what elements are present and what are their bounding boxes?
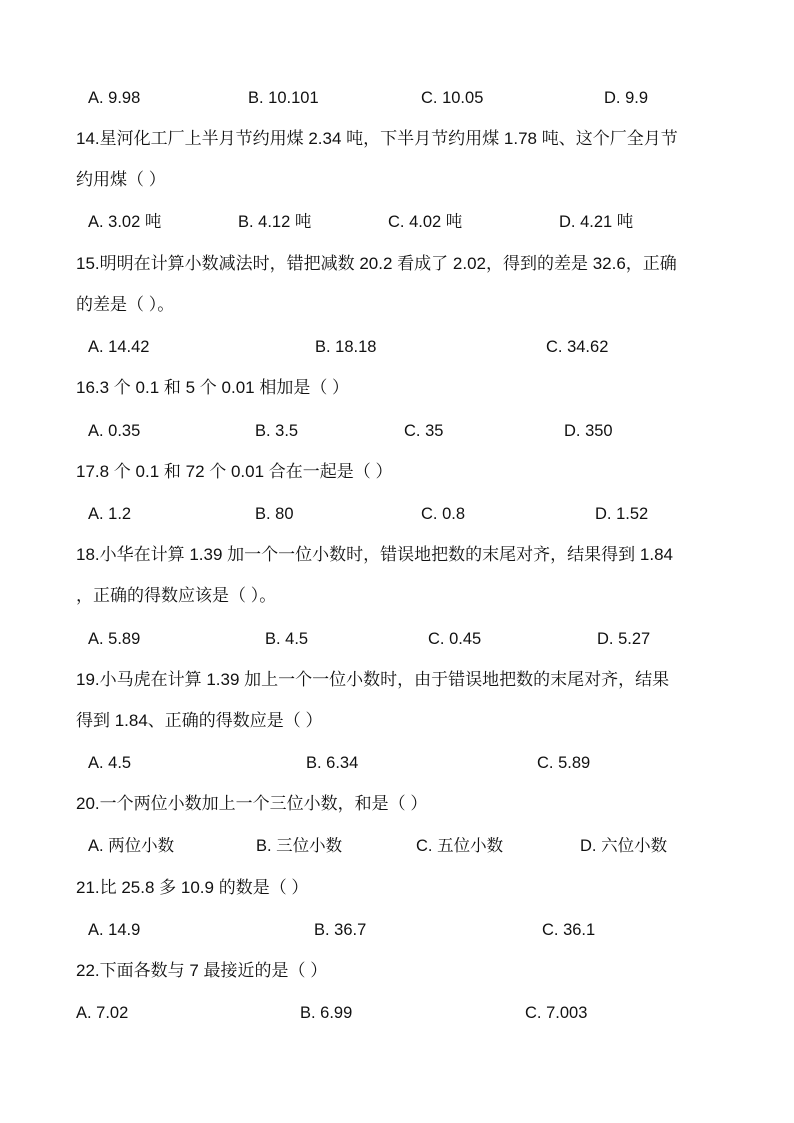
q13-option-b: B. 10.101 [248,89,319,107]
q15-option-b: B. 18.18 [315,338,377,356]
q19-option-c: C. 5.89 [537,754,591,772]
q15-option-a: A. 14.42 [88,338,150,356]
q14-option-d: D. 4.21 吨 [559,213,634,231]
q16-option-a: A. 0.35 [88,422,141,440]
q14-option-b: B. 4.12 吨 [238,213,312,231]
q21-options [0,920,794,942]
q20-option-d: D. 六位小数 [580,837,668,855]
q13-option-c: C. 10.05 [421,89,484,107]
q19-option-a: A. 4.5 [88,754,132,772]
q17-option-c: C. 0.8 [421,505,466,523]
q14-options [0,212,794,234]
q17-options [0,504,794,526]
q22-options [0,1003,794,1025]
q16-option-d: D. 350 [564,422,613,440]
q17-option-a: A. 1.2 [88,505,132,523]
q20-question-line1: 20.一个两位小数加上一个三位小数，和是（ ） [76,794,428,813]
q18-option-a: A. 5.89 [88,630,141,648]
q16-question-line1: 16.3 个 0.1 和 5 个 0.01 相加是（ ） [76,378,350,397]
q19-question-line1: 19.小马虎在计算 1.39 加上一个一位小数时，由于错误地把数的末尾对齐，结果 [76,670,670,689]
q14-question-line2: 约用煤（ ） [76,170,166,189]
q20-option-c: C. 五位小数 [416,837,504,855]
q18-question-line1: 18.小华在计算 1.39 加一个一位小数时，错误地把数的末尾对齐，结果得到 1.84 [76,545,673,564]
q19-question-line2: 得到 1.84、正确的得数应是（ ） [76,711,323,730]
q14-option-a: A. 3.02 吨 [88,213,162,231]
q17-option-b: B. 80 [255,505,294,523]
q18-options [0,629,794,651]
q21-question-line1: 21.比 25.8 多 10.9 的数是（ ） [76,878,309,897]
q19-option-b: B. 6.34 [306,754,359,772]
q16-option-b: B. 3.5 [255,422,299,440]
q15-question-line1: 15.明明在计算小数减法时，错把减数 20.2 看成了 2.02，得到的差是 32.6，正确 [76,254,677,273]
q14-option-c: C. 4.02 吨 [388,213,463,231]
q16-options [0,421,794,443]
q22-option-c: C. 7.003 [525,1004,588,1022]
q21-option-a: A. 14.9 [88,921,141,939]
q20-option-b: B. 三位小数 [256,837,343,855]
q15-option-c: C. 34.62 [546,338,609,356]
q19-options [0,753,794,775]
q13-options [0,88,794,110]
q22-option-b: B. 6.99 [300,1004,353,1022]
q21-option-c: C. 36.1 [542,921,596,939]
q13-option-d: D. 9.9 [604,89,649,107]
q18-option-b: B. 4.5 [265,630,309,648]
q16-option-c: C. 35 [404,422,444,440]
q21-option-b: B. 36.7 [314,921,367,939]
q22-option-a: A. 7.02 [76,1004,129,1022]
q15-question-line2: 的差是（ ）。 [76,295,175,314]
q18-option-c: C. 0.45 [428,630,482,648]
q15-options [0,337,794,359]
q18-question-line2: ，正确的得数应该是（ ）。 [76,586,277,605]
q14-question-line1: 14.星河化工厂上半月节约用煤 2.34 吨，下半月节约用煤 1.78 吨、这个厂全月节 [76,129,678,148]
q17-question-line1: 17.8 个 0.1 和 72 个 0.01 合在一起是（ ） [76,462,393,481]
q17-option-d: D. 1.52 [595,505,649,523]
q22-question-line1: 22.下面各数与 7 最接近的是（ ） [76,961,328,980]
q13-option-a: A. 9.98 [88,89,141,107]
q20-option-a: A. 两位小数 [88,837,175,855]
q18-option-d: D. 5.27 [597,630,651,648]
q20-options [0,836,794,858]
